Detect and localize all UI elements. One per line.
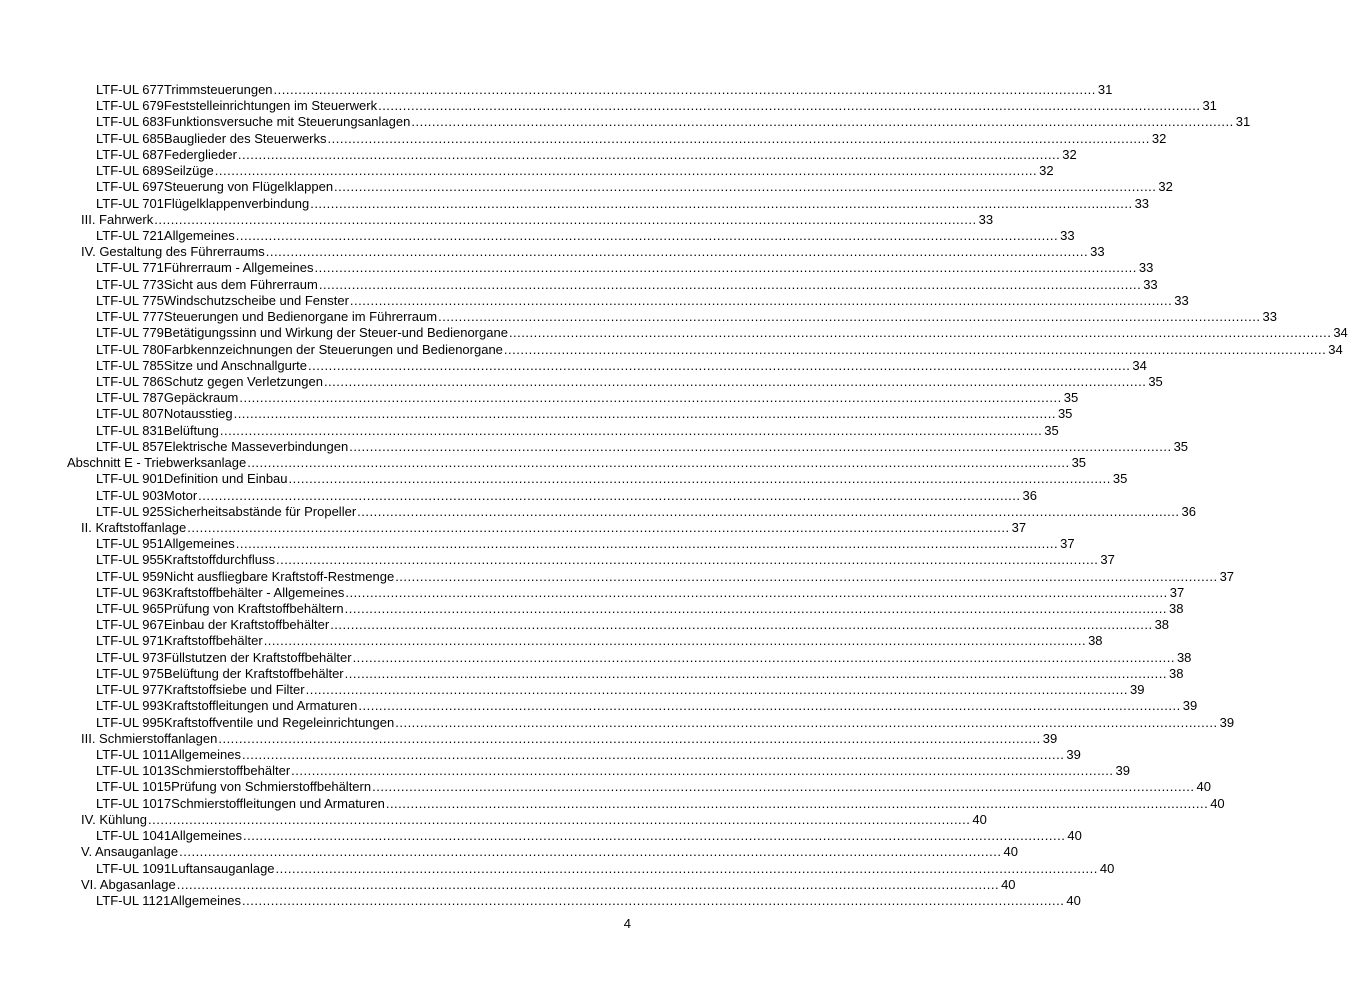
toc-entry (96, 584, 1185, 601)
toc-entry-title: II. Kraftstoffanlage (81, 519, 187, 535)
toc-entry-title: Schmierstoffbehälter (171, 763, 291, 779)
toc-entry-page: 37 (1169, 584, 1185, 600)
toc-entry-code: LTF-UL 689 (96, 163, 164, 179)
toc-entry-title: VI. Abgasanlage (81, 876, 176, 892)
toc-entry-page: 35 (1148, 373, 1163, 389)
page-number: 4 (623, 916, 631, 931)
toc-entry-title: Steuerung von Flügelklappen (163, 179, 334, 195)
toc-entry-code: LTF-UL 973 (96, 649, 164, 665)
dot-leader: ........................................................................................................................................................................................................ (310, 195, 1133, 211)
toc-entry (96, 146, 1077, 163)
toc-entry-title: IV. Gestaltung des Führerraums (81, 244, 265, 260)
toc-section-heading (81, 730, 1058, 747)
toc-entry (96, 568, 1235, 585)
toc-entry-page: 33 (1262, 309, 1277, 325)
toc-entry-code: LTF-UL 1013 (96, 763, 172, 779)
dot-leader: ........................................................................................................................................................................................................ (233, 406, 1056, 422)
dot-leader: ........................................................................................................................................................................................................ (288, 471, 1111, 487)
dot-leader: ........................................................................................................................................................................................................ (395, 714, 1218, 730)
toc-entry-page: 33 (978, 211, 994, 227)
dot-leader: ........................................................................................................................................................................................................ (219, 422, 1043, 438)
toc-entry (96, 438, 1189, 455)
toc-entry (96, 114, 1251, 130)
toc-entry-title: Trimmsteuerungen (163, 82, 273, 97)
toc-entry-title: Motor (163, 487, 198, 503)
toc-entry (96, 82, 1113, 98)
toc-entry-code: LTF-UL 977 (96, 682, 164, 698)
toc-entry-code: LTF-UL 1011 (96, 747, 171, 763)
dot-leader: ........................................................................................................................................................................................................ (275, 860, 1098, 876)
dot-leader: ........................................................................................................................................................................................................ (357, 503, 1180, 519)
dot-leader: ........................................................................................................................................................................................................ (242, 828, 1066, 844)
toc-entry-code: LTF-UL 775 (96, 292, 164, 308)
toc-entry-title: Kraftstoffbehälter - Allgemeines (163, 584, 345, 600)
toc-entry-page: 38 (1176, 649, 1192, 665)
toc-entry-page: 33 (1143, 276, 1158, 292)
toc-entry-code: LTF-UL 779 (96, 325, 164, 341)
toc-entry-code: LTF-UL 951 (96, 536, 164, 552)
toc-entry-title: Sitze und Anschnallgurte (163, 357, 308, 373)
dot-leader: ........................................................................................................................................................................................................ (344, 665, 1168, 681)
toc-entry-title: Farbkennzeichnungen der Steuerungen und Bedienorgane (163, 341, 503, 357)
toc-entry (96, 130, 1167, 147)
toc-entry-page: 36 (1181, 503, 1196, 519)
dot-leader: ........................................................................................................................................................................................................ (352, 649, 1175, 665)
toc-entry-code: LTF-UL 967 (96, 617, 164, 633)
toc-section-heading (81, 844, 1018, 860)
toc-entry (96, 714, 1235, 731)
dot-leader: ........................................................................................................................................................................................................ (275, 552, 1099, 568)
toc-entry-page: 33 (1060, 227, 1075, 243)
toc-entry-title: Prüfung von Schmierstoffbehältern (171, 779, 372, 795)
toc-entry (96, 860, 1115, 877)
dot-leader: ........................................................................................................................................................................................................ (358, 698, 1181, 714)
dot-leader: ........................................................................................................................................................................................................ (305, 682, 1128, 698)
toc-entry-code: LTF-UL 1041 (96, 828, 172, 844)
toc-entry-code: LTF-UL 697 (96, 179, 164, 195)
toc-entry (96, 536, 1075, 552)
toc-entry-page: 32 (1062, 146, 1077, 162)
toc-entry-title: Allgemeines (170, 893, 242, 908)
dot-leader: ........................................................................................................................................................................................................ (179, 844, 1002, 860)
toc-entry-code: LTF-UL 701 (96, 195, 164, 211)
toc-entry-code: LTF-UL 679 (96, 98, 164, 114)
toc-entry-page: 37 (1219, 568, 1235, 584)
dot-leader: ........................................................................................................................................................................................................ (438, 309, 1261, 325)
toc-entry-page: 33 (1134, 195, 1150, 211)
dot-leader: ........................................................................................................................................................................................................ (345, 584, 1168, 600)
dot-leader: ........................................................................................................................................................................................................ (176, 876, 1000, 892)
toc-entry-page: 38 (1169, 665, 1184, 681)
dot-leader: ........................................................................................................................................................................................................ (242, 747, 1065, 763)
toc-entry-title: Gepäckraum (163, 390, 239, 406)
toc-entry-page: 37 (1011, 519, 1027, 535)
dot-leader: ........................................................................................................................................................................................................ (411, 114, 1234, 130)
toc-entry-page: 39 (1219, 714, 1235, 730)
toc-entry-code: LTF-UL 773 (96, 276, 164, 292)
toc-entry-page: 39 (1066, 747, 1081, 763)
toc-entry-code: LTF-UL 857 (96, 438, 164, 454)
toc-entry-code: LTF-UL 777 (96, 309, 164, 325)
toc-entry-page: 35 (1071, 455, 1087, 471)
toc-entry-title: Abschnitt E - Triebwerksanlage (67, 455, 247, 471)
toc-entry-page: 39 (1182, 698, 1198, 714)
toc-entry-title: Definition und Einbau (163, 471, 288, 487)
toc-entry-title: Prüfung von Kraftstoffbehältern (163, 601, 344, 617)
toc-section-heading (81, 244, 1105, 260)
toc-entry-code: LTF-UL 925 (96, 503, 164, 519)
toc-entry (96, 795, 1225, 812)
toc-entry (96, 422, 1059, 439)
toc-entry-title: Allgemeines (163, 227, 235, 243)
toc-entry-title: V. Ansauganlage (81, 844, 179, 860)
toc-entry-code: LTF-UL 955 (96, 552, 164, 568)
toc-entry-code: LTF-UL 831 (96, 422, 164, 438)
toc-entry-code: LTF-UL 807 (96, 406, 164, 422)
toc-entry (96, 276, 1158, 293)
toc-entry-title: Belüftung (163, 422, 219, 438)
toc-entry (96, 163, 1054, 179)
toc-entry-page: 33 (1090, 244, 1105, 260)
toc-entry-title: III. Schmierstoffanlagen (81, 730, 218, 746)
dot-leader: ........................................................................................................................................................................................................ (327, 130, 1150, 146)
toc-entry-code: LTF-UL 786 (96, 373, 164, 389)
toc-entry-title: Seilzüge (163, 163, 214, 179)
toc-entry-code: LTF-UL 785 (96, 357, 164, 373)
toc-entry-code: LTF-UL 975 (96, 665, 164, 681)
toc-entry (96, 665, 1184, 682)
toc-entry-code: LTF-UL 971 (96, 633, 164, 649)
toc-entry-page: 39 (1042, 730, 1058, 746)
toc-entry-code: LTF-UL 993 (96, 698, 164, 714)
toc-entry-code: LTF-UL 780 (96, 341, 164, 357)
dot-leader: ........................................................................................................................................................................................................ (214, 163, 1038, 179)
toc-entry (96, 373, 1163, 390)
toc-entry (96, 763, 1130, 779)
toc-entry-code: LTF-UL 1017 (96, 795, 172, 811)
toc-entry-page: 33 (1174, 292, 1189, 308)
toc-entry-page: 32 (1039, 163, 1054, 179)
dot-leader: ........................................................................................................................................................................................................ (247, 455, 1070, 471)
toc-entry-page: 35 (1112, 471, 1128, 487)
toc-entry (96, 828, 1082, 844)
toc-section-heading (81, 876, 1016, 893)
toc-entry-code: LTF-UL 903 (96, 487, 164, 503)
toc-entry-page: 40 (1066, 893, 1081, 908)
toc-entry (96, 649, 1192, 666)
toc-entry-page: 31 (1235, 114, 1251, 130)
toc-section-heading (81, 211, 994, 228)
toc-entry-code: LTF-UL 995 (96, 714, 164, 730)
toc-entry (96, 357, 1147, 374)
toc-entry-page: 37 (1060, 536, 1075, 552)
toc-entry-page: 35 (1063, 390, 1079, 406)
toc-entry-title: Belüftung der Kraftstoffbehälter (163, 665, 344, 681)
dot-leader: ........................................................................................................................................................................................................ (349, 438, 1172, 454)
toc-entry-page: 35 (1044, 422, 1059, 438)
toc-entry-title: Kraftstoffleitungen und Armaturen (163, 698, 358, 714)
toc-entry-code: LTF-UL 1015 (96, 779, 172, 795)
dot-leader: ........................................................................................................................................................................................................ (218, 730, 1041, 746)
toc-entry-title: Luftansauganlage (171, 860, 275, 876)
toc-entry-page: 38 (1154, 617, 1170, 633)
dot-leader: ........................................................................................................................................................................................................ (263, 633, 1087, 649)
toc-entry-title: Betätigungssinn und Wirkung der Steuer-und Bedienorgane (163, 325, 508, 341)
toc-entry-title: Allgemeines (163, 536, 235, 552)
toc-entry-page: 32 (1151, 130, 1167, 146)
toc-entry (96, 633, 1103, 649)
toc-entry (96, 893, 1081, 909)
toc-entry-title: Kraftstoffdurchfluss (163, 552, 275, 568)
toc-entry-title: Kraftstoffventile und Regeleinrichtungen (163, 714, 395, 730)
toc-entry-title: Füllstutzen der Kraftstoffbehälter (163, 649, 352, 665)
toc-entry-code: LTF-UL 959 (96, 568, 164, 584)
toc-entry-page: 35 (1173, 438, 1189, 454)
toc-entry (96, 325, 1348, 341)
dot-leader: ........................................................................................................................................................................................................ (237, 146, 1061, 162)
toc-entry-title: III. Fahrwerk (81, 211, 154, 227)
toc-entry-title: Sicherheitsabstände für Propeller (163, 503, 357, 519)
toc-entry-title: Sicht aus dem Führerraum (163, 276, 318, 292)
dot-leader: ........................................................................................................................................................................................................ (508, 325, 1332, 341)
toc-entry-code: LTF-UL 677 (96, 82, 164, 97)
toc-entry (96, 747, 1081, 763)
dot-leader: ........................................................................................................................................................................................................ (187, 519, 1010, 535)
toc-entry (96, 341, 1343, 358)
toc-entry-title: Führerraum - Allgemeines (163, 260, 314, 276)
dot-leader: ........................................................................................................................................................................................................ (265, 244, 1089, 260)
toc-entry (96, 179, 1173, 195)
dot-leader: ........................................................................................................................................................................................................ (154, 211, 977, 227)
toc-entry-code: LTF-UL 1121 (96, 893, 171, 908)
toc-entry (96, 779, 1211, 795)
toc-entry-title: Bauglieder des Steuerwerks (163, 130, 327, 146)
toc-entry-page: 33 (1138, 260, 1154, 276)
dot-leader: ........................................................................................................................................................................................................ (235, 227, 1059, 243)
dot-leader: ........................................................................................................................................................................................................ (344, 601, 1168, 617)
toc-entry-code: LTF-UL 963 (96, 584, 164, 600)
dot-leader: ........................................................................................................................................................................................................ (372, 779, 1195, 795)
dot-leader: ........................................................................................................................................................................................................ (318, 276, 1142, 292)
toc-entry (96, 195, 1150, 212)
toc-entry-title: Schutz gegen Verletzungen (163, 373, 323, 389)
dot-leader: ........................................................................................................................................................................................................ (308, 357, 1131, 373)
toc-entry-page: 40 (972, 811, 987, 827)
toc-entry-page: 34 (1328, 341, 1343, 357)
dot-leader: ........................................................................................................................................................................................................ (395, 568, 1218, 584)
toc-entry-code: LTF-UL 1091 (96, 860, 172, 876)
toc-section-heading (67, 455, 1087, 471)
dot-leader: ........................................................................................................................................................................................................ (273, 82, 1096, 97)
toc-entry-title: Kraftstoffbehälter (163, 633, 263, 649)
toc-entry (96, 617, 1170, 633)
dot-leader: ........................................................................................................................................................................................................ (334, 179, 1157, 195)
toc-entry-page: 39 (1129, 682, 1145, 698)
toc-entry (96, 698, 1198, 714)
toc-entry-page: 31 (1202, 98, 1217, 114)
toc-entry (96, 260, 1154, 276)
toc-entry (96, 98, 1217, 114)
dot-leader: ........................................................................................................................................................................................................ (330, 617, 1153, 633)
toc-entry-page: 40 (1067, 828, 1082, 844)
toc-entry-code: LTF-UL 965 (96, 601, 164, 617)
toc-entry-title: Feststelleinrichtungen im Steuerwerk (163, 98, 378, 114)
dot-leader: ........................................................................................................................................................................................................ (378, 98, 1201, 114)
toc-entry-page: 40 (1099, 860, 1115, 876)
toc-entry-page: 34 (1132, 357, 1147, 373)
toc-entry-page: 31 (1097, 82, 1113, 97)
toc-entry-page: 40 (1003, 844, 1018, 860)
toc-entry-code: LTF-UL 771 (96, 260, 164, 276)
toc-entry-title: Schmierstoffleitungen und Armaturen (171, 795, 385, 811)
dot-leader: ........................................................................................................................................................................................................ (323, 373, 1147, 389)
toc-entry (96, 390, 1079, 406)
toc-entry (96, 552, 1115, 568)
toc-entry (96, 292, 1189, 309)
toc-entry (96, 682, 1145, 698)
toc-entry-title: Kraftstoffsiebe und Filter (163, 682, 305, 698)
dot-leader: ........................................................................................................................................................................................................ (385, 795, 1209, 811)
dot-leader: ........................................................................................................................................................................................................ (148, 811, 971, 827)
toc-entry-title: Allgemeines (170, 747, 242, 763)
toc-entry-page: 38 (1169, 601, 1184, 617)
toc-entry (96, 503, 1196, 520)
toc-entry-page: 40 (1196, 779, 1211, 795)
toc-entry-code: LTF-UL 685 (96, 130, 164, 146)
toc-entry-page: 39 (1115, 763, 1130, 779)
toc-entry-page: 36 (1022, 487, 1037, 503)
dot-leader: ........................................................................................................................................................................................................ (291, 763, 1114, 779)
toc-entry-page: 34 (1333, 325, 1348, 341)
dot-leader: ........................................................................................................................................................................................................ (349, 292, 1173, 308)
dot-leader: ........................................................................................................................................................................................................ (239, 390, 1062, 406)
toc-entry-page: 37 (1100, 552, 1115, 568)
toc-entry-title: Windschutzscheibe und Fenster (163, 292, 349, 308)
toc-section-heading (81, 811, 987, 828)
toc-entry-code: LTF-UL 787 (96, 390, 164, 406)
toc-entry-title: Flügelklappenverbindung (163, 195, 310, 211)
dot-leader: ........................................................................................................................................................................................................ (198, 487, 1021, 503)
toc-entry (96, 406, 1073, 422)
toc-section-heading (81, 519, 1027, 536)
toc-entry-title: Elektrische Masseverbindungen (163, 438, 349, 454)
toc-entry-page: 40 (1001, 876, 1016, 892)
toc-entry (96, 601, 1184, 617)
toc-entry-title: Nicht ausfliegbare Kraftstoff-Restmenge (163, 568, 395, 584)
toc-entry (96, 471, 1128, 487)
toc-entry (96, 487, 1037, 504)
toc-entry-code: LTF-UL 721 (96, 227, 164, 243)
dot-leader: ........................................................................................................................................................................................................ (314, 260, 1137, 276)
toc-entry-page: 38 (1088, 633, 1103, 649)
toc-entry-title: IV. Kühlung (81, 811, 148, 827)
toc-entry-page: 35 (1057, 406, 1073, 422)
dot-leader: ........................................................................................................................................................................................................ (503, 341, 1327, 357)
dot-leader: ........................................................................................................................................................................................................ (242, 893, 1065, 908)
toc-entry (96, 227, 1075, 244)
toc-entry (96, 309, 1277, 325)
toc-entry-title: Allgemeines (171, 828, 242, 844)
dot-leader: ........................................................................................................................................................................................................ (235, 536, 1059, 552)
toc-entry-title: Federglieder (163, 146, 237, 162)
toc-entry-title: Notausstieg (163, 406, 233, 422)
toc-entry-title: Steuerungen und Bedienorgane im Führerraum (163, 309, 438, 325)
toc-entry-code: LTF-UL 683 (96, 114, 164, 130)
toc-entry-page: 40 (1210, 795, 1225, 811)
toc-entry-code: LTF-UL 901 (96, 471, 164, 487)
toc-entry-page: 32 (1158, 179, 1173, 195)
toc-entry-title: Einbau der Kraftstoffbehälter (163, 617, 330, 633)
toc-entry-code: LTF-UL 687 (96, 146, 164, 162)
toc-entry-title: Funktionsversuche mit Steuerungsanlagen (163, 114, 411, 130)
